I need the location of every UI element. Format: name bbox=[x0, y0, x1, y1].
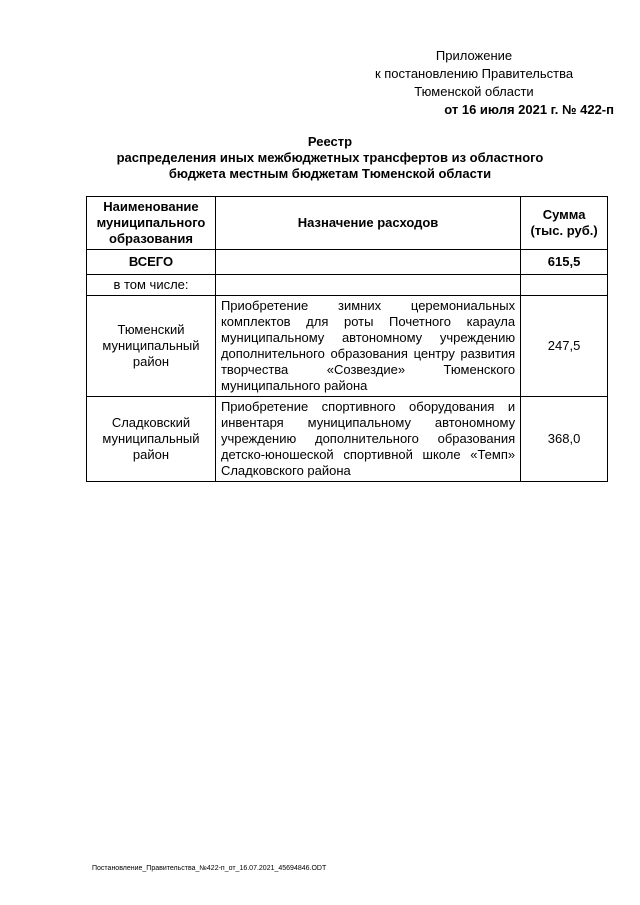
total-sum: 615,5 bbox=[521, 250, 608, 275]
row-purpose: Приобретение спортивного оборудования и инвентаря муниципальному автономному учреждению дополнительного образования детско-юношеской спортивной школе «Темп» Сладковского района bbox=[215, 397, 520, 482]
header-municipality: Наименование муниципального образования bbox=[87, 197, 216, 250]
appendix-date-number: от 16 июля 2021 г. № 422-п bbox=[444, 102, 614, 117]
including-row bbox=[87, 275, 608, 296]
total-row bbox=[87, 250, 608, 275]
appendix-header bbox=[344, 47, 614, 119]
row-municipality: Тюменский муниципальный район bbox=[87, 296, 216, 397]
including-empty-sum bbox=[521, 275, 608, 296]
appendix-label: Приложение bbox=[435, 48, 513, 63]
row-municipality: Сладковский муниципальный район bbox=[87, 397, 216, 482]
row-purpose: Приобретение зимних церемониальных комплектов для роты Почетного караула муниципальному автономному учреждению дополнительного образования центру развития творчества «Созвездие» Тюменского муниципального района bbox=[215, 296, 520, 397]
table-row bbox=[87, 397, 608, 482]
footer-filename: Постановление_Правительства_№422-п_от_16.07.2021_45694846.ODT bbox=[92, 865, 327, 872]
title-line-2: распределения иных межбюджетных трансфертов из областного bbox=[116, 150, 544, 165]
total-label: ВСЕГО bbox=[87, 250, 216, 275]
row-sum: 368,0 bbox=[521, 397, 608, 482]
document-title bbox=[80, 134, 580, 182]
appendix-decree-ref: к постановлению Правительства bbox=[374, 66, 574, 81]
header-sum: Сумма (тыс. руб.) bbox=[521, 197, 608, 250]
row-sum: 247,5 bbox=[521, 296, 608, 397]
table-row bbox=[87, 296, 608, 397]
title-line-3: бюджета местным бюджетам Тюменской области bbox=[168, 166, 492, 181]
header-purpose: Назначение расходов bbox=[215, 197, 520, 250]
appendix-region: Тюменской области bbox=[414, 84, 534, 99]
title-line-1: Реестр bbox=[307, 134, 353, 149]
table-header-row bbox=[87, 197, 608, 250]
total-purpose bbox=[215, 250, 520, 275]
including-empty-purpose bbox=[215, 275, 520, 296]
including-label: в том числе: bbox=[87, 275, 216, 296]
registry-table bbox=[86, 196, 608, 482]
